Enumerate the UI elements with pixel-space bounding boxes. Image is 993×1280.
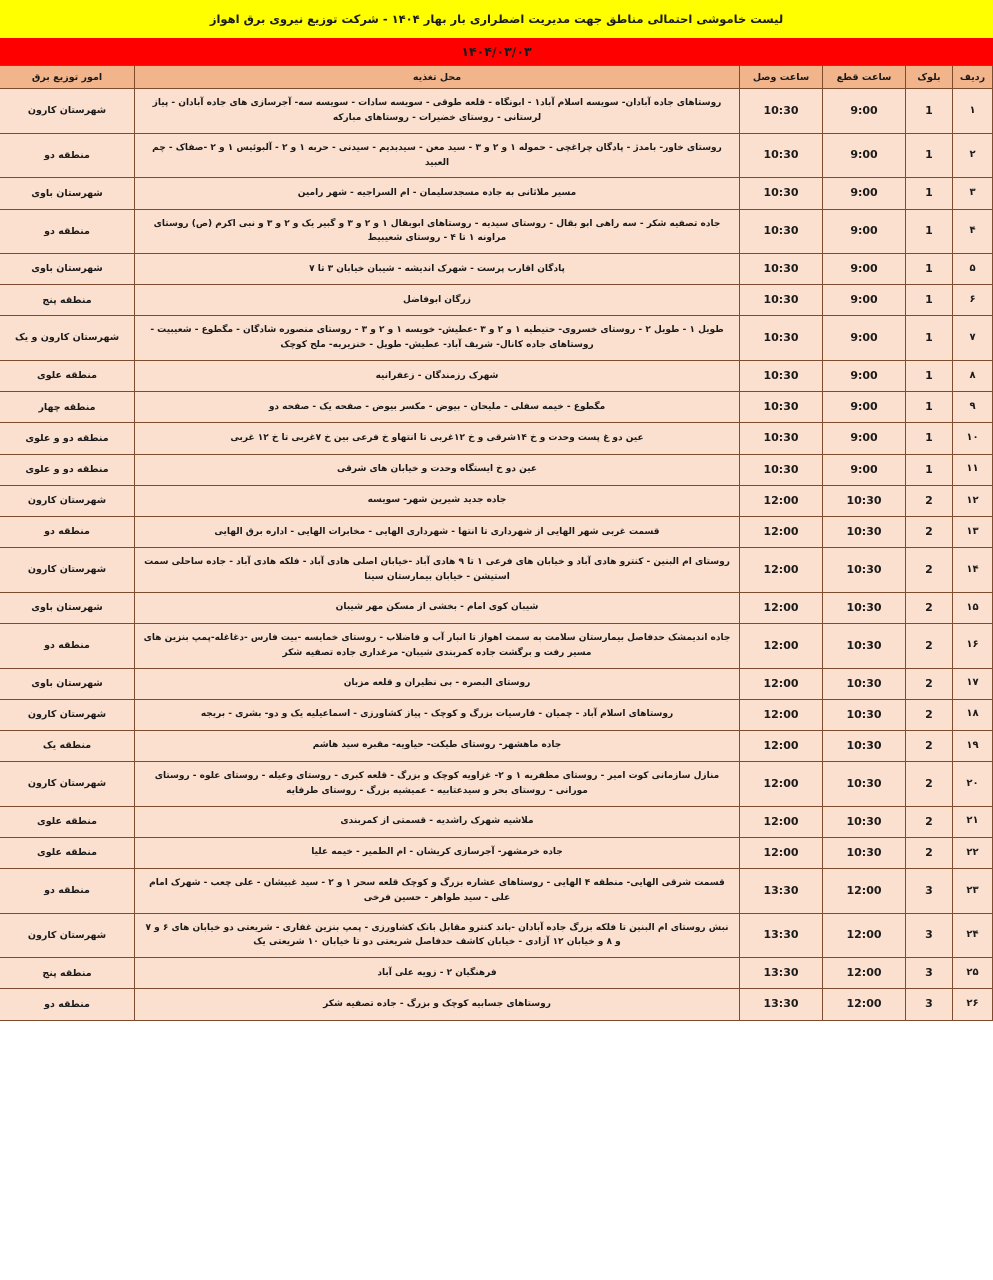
cell-area: منطقه دو: [0, 989, 135, 1020]
cell-restore-time: 10:30: [740, 361, 823, 392]
table-row: [0, 316, 993, 361]
cell-cut-time: 9:00: [823, 133, 906, 178]
page-title: لیست خاموشی احتمالی مناطق جهت مدیریت اضطراری بار بهار ۱۴۰۴ - شرکت توزیع نیروی برق اهواز: [209, 11, 784, 26]
cell-radif: ۵: [953, 254, 993, 285]
table-row: [0, 423, 993, 454]
cell-area: منطقه علوی: [0, 806, 135, 837]
cell-radif: ۲۴: [953, 913, 993, 958]
cell-area: شهرستان کارون: [0, 89, 135, 134]
cell-radif: ۹: [953, 392, 993, 423]
cell-restore-time: 12:00: [740, 668, 823, 699]
cell-restore-time: 10:30: [740, 316, 823, 361]
cell-area: شهرستان کارون: [0, 913, 135, 958]
cell-place: جاده ماهشهر- روستای طیکت- حیاویه- مقبره سید هاشم: [135, 730, 740, 761]
column-header-radif: ردیف: [953, 66, 993, 89]
cell-cut-time: 10:30: [823, 806, 906, 837]
cell-radif: ۱۸: [953, 699, 993, 730]
cell-restore-time: 10:30: [740, 423, 823, 454]
cell-cut-time: 9:00: [823, 316, 906, 361]
cell-block: 1: [906, 392, 953, 423]
cell-restore-time: 10:30: [740, 133, 823, 178]
cell-place: روستاهای جسابیه کوچک و بزرگ - جاده تصفیه شکر: [135, 989, 740, 1020]
cell-area: شهرستان کارون: [0, 485, 135, 516]
cell-restore-time: 12:00: [740, 548, 823, 593]
cell-restore-time: 10:30: [740, 392, 823, 423]
table-row: [0, 178, 993, 209]
cell-radif: ۱۲: [953, 485, 993, 516]
outage-table: [0, 65, 993, 1021]
cell-area: منطقه علوی: [0, 837, 135, 868]
cell-radif: ۱۶: [953, 623, 993, 668]
cell-radif: ۲۶: [953, 989, 993, 1020]
column-header-cut-time: ساعت قطع: [823, 66, 906, 89]
cell-place: زرگان ابوفاضل: [135, 285, 740, 316]
cell-place: جاده جدید شیرین شهر- سویسه: [135, 485, 740, 516]
cell-block: 1: [906, 423, 953, 454]
column-header-place: محل تغذیه: [135, 66, 740, 89]
table-row: [0, 392, 993, 423]
cell-cut-time: 10:30: [823, 730, 906, 761]
cell-radif: ۲۳: [953, 868, 993, 913]
cell-area: منطقه دو: [0, 133, 135, 178]
cell-cut-time: 10:30: [823, 837, 906, 868]
cell-restore-time: 12:00: [740, 730, 823, 761]
cell-area: منطقه دو: [0, 209, 135, 254]
table-row: [0, 485, 993, 516]
cell-place: منازل سازمانی کوت امیر - روستای مظفریه ۱ و ۲- غزاویه کوچک و بزرگ - قلعه کبری - روستای وعیله - روستای علوه - روستای مورانی - روستای بحر و سیدعتابیه - عمیشیه بزرگ - روستای طرفایه: [135, 761, 740, 806]
cell-block: 2: [906, 837, 953, 868]
cell-radif: ۳: [953, 178, 993, 209]
table-row: [0, 730, 993, 761]
cell-place: جاده خرمشهر- آجرسازی کریشان - ام الطمیر - خیمه علیا: [135, 837, 740, 868]
table-row: [0, 761, 993, 806]
cell-restore-time: 12:00: [740, 806, 823, 837]
cell-restore-time: 13:30: [740, 958, 823, 989]
cell-radif: ۲۵: [953, 958, 993, 989]
table-row: [0, 133, 993, 178]
cell-place: عین دو خ ایستگاه وحدت و خیابان های شرقی: [135, 454, 740, 485]
cell-area: منطقه دو: [0, 516, 135, 547]
cell-cut-time: 9:00: [823, 454, 906, 485]
table-header-row: [0, 66, 993, 89]
cell-cut-time: 10:30: [823, 516, 906, 547]
cell-restore-time: 10:30: [740, 178, 823, 209]
cell-radif: ۷: [953, 316, 993, 361]
cell-restore-time: 10:30: [740, 209, 823, 254]
cell-cut-time: 12:00: [823, 913, 906, 958]
table-row: [0, 548, 993, 593]
cell-cut-time: 12:00: [823, 989, 906, 1020]
cell-area: منطقه دو و علوی: [0, 423, 135, 454]
cell-cut-time: 9:00: [823, 89, 906, 134]
cell-area: شهرستان باوی: [0, 254, 135, 285]
cell-area: منطقه پنج: [0, 285, 135, 316]
cell-radif: ۲۱: [953, 806, 993, 837]
cell-cut-time: 9:00: [823, 361, 906, 392]
cell-block: 2: [906, 592, 953, 623]
cell-radif: ۱۱: [953, 454, 993, 485]
cell-block: 2: [906, 548, 953, 593]
cell-cut-time: 10:30: [823, 623, 906, 668]
cell-restore-time: 12:00: [740, 837, 823, 868]
cell-cut-time: 9:00: [823, 209, 906, 254]
table-row: [0, 868, 993, 913]
table-row: [0, 89, 993, 134]
cell-cut-time: 9:00: [823, 423, 906, 454]
cell-radif: ۲: [953, 133, 993, 178]
cell-place: پادگان اقارب پرست - شهرک اندیشه - شیبان خیابان ۳ تا ۷: [135, 254, 740, 285]
cell-block: 1: [906, 89, 953, 134]
cell-place: جاده اندیمشک حدفاصل بیمارستان سلامت به سمت اهواز تا انبار آب و فاضلاب - روستای خمایسه -بیت فارس -دغاغله-پمپ بنزین های مسیر رفت و برگشت جاده کمربندی شیبان- مرغداری جاده تصفیه شکر: [135, 623, 740, 668]
table-row: [0, 837, 993, 868]
cell-block: 1: [906, 361, 953, 392]
cell-area: شهرستان کارون: [0, 548, 135, 593]
column-header-area: امور توزیع برق: [0, 66, 135, 89]
cell-restore-time: 13:30: [740, 913, 823, 958]
cell-block: 3: [906, 958, 953, 989]
table-body: [0, 89, 993, 1021]
cell-cut-time: 10:30: [823, 668, 906, 699]
table-row: [0, 913, 993, 958]
cell-cut-time: 10:30: [823, 699, 906, 730]
cell-block: 2: [906, 761, 953, 806]
cell-area: منطقه دو: [0, 623, 135, 668]
column-header-block: بلوک: [906, 66, 953, 89]
cell-radif: ۲۲: [953, 837, 993, 868]
table-row: [0, 254, 993, 285]
cell-place: مگطوع - خیمه سفلی - ملیحان - بیوض - مکسر بیوض - صفحه یک - صفحه دو: [135, 392, 740, 423]
cell-cut-time: 10:30: [823, 761, 906, 806]
cell-cut-time: 10:30: [823, 592, 906, 623]
cell-block: 2: [906, 623, 953, 668]
table-row: [0, 516, 993, 547]
table-row: [0, 454, 993, 485]
cell-restore-time: 10:30: [740, 89, 823, 134]
cell-place: جاده تصفیه شکر - سه راهی ابو بقال - روستای سیدیه - روستاهای ابوبقال ۱ و ۲ و ۳ و گبیر یک و ۲ و ۳ و نبی اکرم (ص) روستای مراونه ۱ تا ۴ - روستای شعیبیط: [135, 209, 740, 254]
cell-block: 3: [906, 989, 953, 1020]
cell-radif: ۱۷: [953, 668, 993, 699]
cell-place: ملاشیه شهرک راشدیه - قسمتی از کمربندی: [135, 806, 740, 837]
cell-restore-time: 13:30: [740, 868, 823, 913]
column-header-restore-time: ساعت وصل: [740, 66, 823, 89]
table-row: [0, 209, 993, 254]
cell-radif: ۶: [953, 285, 993, 316]
cell-block: 1: [906, 178, 953, 209]
cell-area: شهرستان کارون: [0, 699, 135, 730]
cell-area: شهرستان کارون: [0, 761, 135, 806]
table-row: [0, 989, 993, 1020]
cell-place: قسمت غربی شهر الهایی از شهرداری تا انتها - شهرداری الهایی - مخابرات الهایی - اداره برق الهایی: [135, 516, 740, 547]
cell-block: 1: [906, 285, 953, 316]
cell-place: قسمت شرقی الهایی- منطقه ۴ الهایی - روستاهای عشاره بزرگ و کوچک قلعه سحر ۱ و ۲ - سید غبیشان - علی چعب - شهرک امام علی - سید طواهر - حسین فرخی: [135, 868, 740, 913]
cell-cut-time: 10:30: [823, 485, 906, 516]
cell-block: 1: [906, 316, 953, 361]
cell-block: 1: [906, 133, 953, 178]
cell-radif: ۱۰: [953, 423, 993, 454]
cell-area: منطقه دو: [0, 868, 135, 913]
cell-area: منطقه پنج: [0, 958, 135, 989]
cell-block: 2: [906, 730, 953, 761]
date-banner: [0, 38, 993, 65]
cell-area: منطقه چهار: [0, 392, 135, 423]
cell-block: 3: [906, 913, 953, 958]
cell-block: 1: [906, 454, 953, 485]
cell-place: طویل ۱ - طویل ۲ - روستای خسروی- حنیطیه ۱ و ۲ و ۳ -عطیش- خویسه ۱ و ۲ و ۳ - روستای منصوره شادگان - مگطوع - شعیبیت - روستاهای جاده کانال- شریف آباد- عطیش- طویل - خنزیربه- ملح کوچک: [135, 316, 740, 361]
cell-restore-time: 12:00: [740, 623, 823, 668]
cell-radif: ۱۴: [953, 548, 993, 593]
cell-block: 2: [906, 806, 953, 837]
cell-place: نبش روستای ام البنین تا فلکه بزرگ جاده آبادان -باند کنترو مقابل بانک کشاورزی - پمپ بنزین غفاری - شریعتی دو خیابان های ۶ و ۷ و ۸ و خیابان ۱۲ آزادی - خیابان کاشف حدفاصل شریعتی دو تا خیابان ۱۰ شریعتی یک: [135, 913, 740, 958]
cell-restore-time: 10:30: [740, 254, 823, 285]
cell-radif: ۱۵: [953, 592, 993, 623]
table-row: [0, 958, 993, 989]
cell-restore-time: 12:00: [740, 592, 823, 623]
cell-radif: ۸: [953, 361, 993, 392]
cell-cut-time: 12:00: [823, 958, 906, 989]
table-row: [0, 806, 993, 837]
cell-block: 2: [906, 516, 953, 547]
cell-place: روستای ام البنین - کنترو هادی آباد و خیابان های فرعی ۱ تا ۹ هادی آباد -خیابان اصلی هادی آباد - فلکه هادی آباد - جاده ساحلی سمت استیشن - خیابان بیمارستان سینا: [135, 548, 740, 593]
schedule-date: ۱۴۰۴/۰۳/۰۳: [461, 44, 532, 59]
cell-block: 3: [906, 868, 953, 913]
cell-place: عین دو غ پست وحدت و خ ۱۴شرقی و خ ۱۲غربی تا انتهاو خ فرعی بین خ ۷غربی تا خ ۱۲ غربی: [135, 423, 740, 454]
cell-restore-time: 10:30: [740, 454, 823, 485]
table-header: [0, 66, 993, 89]
cell-place: روستای خاور- بامدژ - پادگان چراغچی - حموله ۱ و ۲ و ۳ - سید معن - سیدبدیم - سیدنی - حربه ۱ و ۲ - آلبوئیس ۱ و ۲ -صفاک - چم العبید: [135, 133, 740, 178]
cell-block: 2: [906, 699, 953, 730]
cell-area: منطقه علوی: [0, 361, 135, 392]
cell-block: 1: [906, 254, 953, 285]
cell-block: 2: [906, 485, 953, 516]
table-row: [0, 623, 993, 668]
cell-cut-time: 9:00: [823, 285, 906, 316]
cell-radif: ۱۳: [953, 516, 993, 547]
cell-radif: ۱: [953, 89, 993, 134]
cell-restore-time: 12:00: [740, 761, 823, 806]
cell-restore-time: 10:30: [740, 285, 823, 316]
cell-area: شهرستان باوی: [0, 592, 135, 623]
cell-place: شیبان کوی امام - بخشی از مسکن مهر شیبان: [135, 592, 740, 623]
table-row: [0, 361, 993, 392]
cell-cut-time: 10:30: [823, 548, 906, 593]
cell-cut-time: 9:00: [823, 392, 906, 423]
cell-place: شهرک رزمندگان - زعفرانیه: [135, 361, 740, 392]
cell-place: روستای البصره - بی نظیران و قلعه مزبان: [135, 668, 740, 699]
table-row: [0, 285, 993, 316]
cell-cut-time: 9:00: [823, 254, 906, 285]
cell-cut-time: 12:00: [823, 868, 906, 913]
cell-area: شهرستان باوی: [0, 668, 135, 699]
cell-restore-time: 13:30: [740, 989, 823, 1020]
table-row: [0, 592, 993, 623]
cell-area: شهرستان کارون و یک: [0, 316, 135, 361]
cell-restore-time: 12:00: [740, 485, 823, 516]
cell-radif: ۱۹: [953, 730, 993, 761]
cell-place: روستاهای جاده آبادان- سویسه اسلام آباد۱ - ابونگاه - قلعه طوقی - سویسه سادات - سویسه سه- آجرسازی های جاده آبادان - پیاز لرستانی - روستای خضیرات - روستاهای مبارکه: [135, 89, 740, 134]
table-row: [0, 699, 993, 730]
cell-area: منطقه یک: [0, 730, 135, 761]
cell-area: شهرستان باوی: [0, 178, 135, 209]
cell-area: منطقه دو و علوی: [0, 454, 135, 485]
cell-radif: ۴: [953, 209, 993, 254]
cell-place: روستاهای اسلام آباد - چمیان - فارسیات بزرگ و کوچک - پیاز کشاورزی - اسماعیلیه یک و دو- بشری - بریجه: [135, 699, 740, 730]
cell-cut-time: 9:00: [823, 178, 906, 209]
cell-restore-time: 12:00: [740, 516, 823, 547]
cell-restore-time: 12:00: [740, 699, 823, 730]
cell-place: مسیر ملاثانی به جاده مسجدسلیمان - ام السراجیه - شهر رامین: [135, 178, 740, 209]
cell-block: 2: [906, 668, 953, 699]
cell-radif: ۲۰: [953, 761, 993, 806]
title-banner: [0, 0, 993, 38]
table-row: [0, 668, 993, 699]
cell-place: فرهنگیان ۲ - زویه علی آباد: [135, 958, 740, 989]
cell-block: 1: [906, 209, 953, 254]
